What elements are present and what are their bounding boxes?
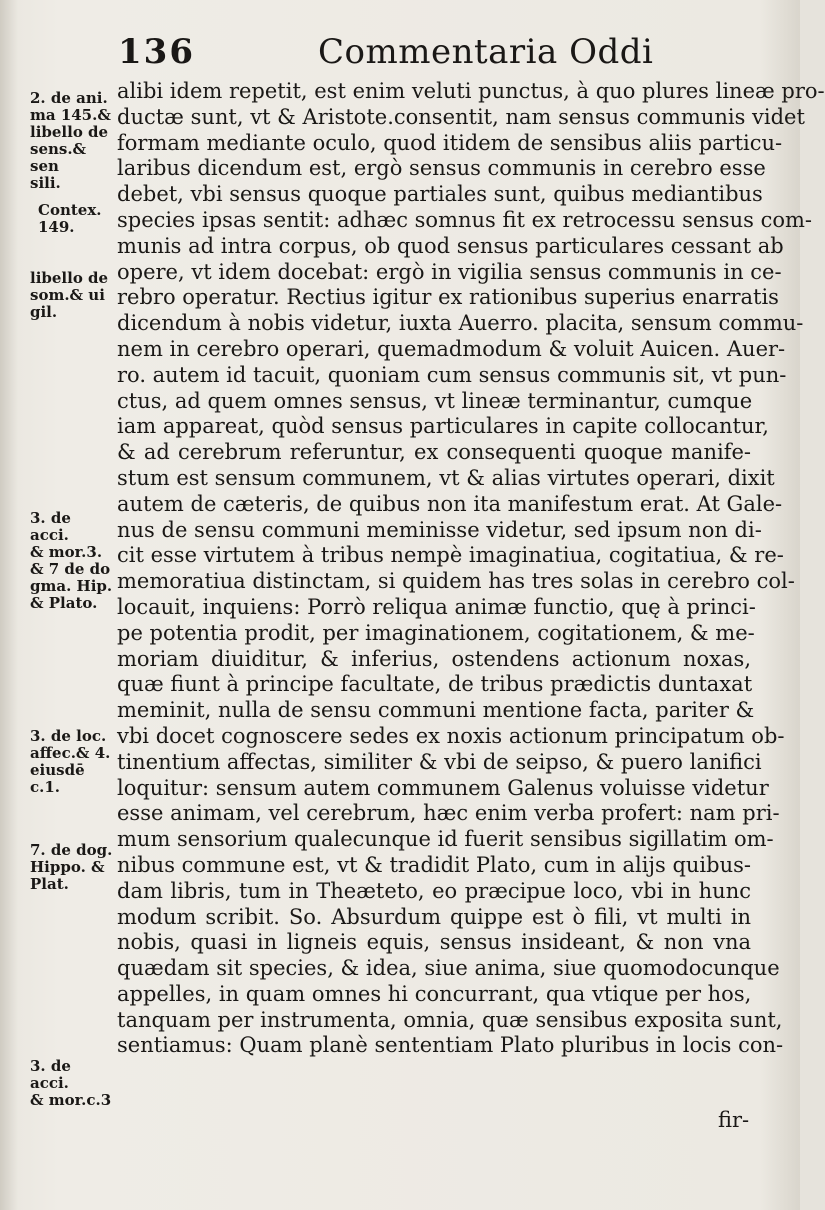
text-line: debet, vbi sensus quoque partiales sunt, quibus mediantibus bbox=[117, 182, 763, 207]
text-line: locauit, inquiens: Porrò reliqua animæ functio, quę à princi- bbox=[117, 594, 756, 619]
text-line: cit esse virtutem à tribus nempè imaginatiua, cogitatiua, & re- bbox=[117, 543, 784, 568]
margin-note: 2. de ani. ma 145.& libello de sens.& sen sili. bbox=[30, 89, 111, 192]
margin-notes bbox=[0, 0, 115, 1210]
margin-note: 3. de acci. & mor.3. & 7 de do gma. Hip. & Plato. bbox=[30, 509, 113, 612]
text-line: quædam sit species, & idea, siue anima, siue quomodocunque bbox=[117, 956, 780, 981]
text-line: & ad cerebrum referuntur, ex consequenti quoque manife- bbox=[117, 440, 751, 465]
text-line: autem de cæteris, de quibus non ita manifestum erat. At Gale- bbox=[117, 491, 783, 516]
text-line: moriam diuiditur, & inferius, ostendens actionum noxas, bbox=[117, 646, 751, 671]
text-line: nus de sensu communi meminisse videtur, sed ipsum non di- bbox=[117, 517, 762, 542]
text-line: dam libris, tum in Theæteto, eo præcipue loco, vbi in hunc bbox=[117, 878, 751, 903]
text-line: nobis, quasi in ligneis equis, sensus insideant, & non vna bbox=[117, 930, 751, 955]
text-line: nibus commune est, vt & tradidit Plato, cum in alijs quibus- bbox=[117, 852, 751, 877]
text-line: memoratiua distinctam, si quidem has tres solas in cerebro col- bbox=[117, 569, 795, 594]
margin-note: 3. de loc. affec.& 4. eiusdē c.1. bbox=[30, 727, 111, 796]
text-line: ctus, ad quem omnes sensus, vt lineæ terminantur, cumque bbox=[117, 388, 753, 413]
text-line: alibi idem repetit, est enim veluti punctus, à quo plures lineæ pro- bbox=[117, 79, 825, 103]
text-line: rebro operatur. Rectius igitur ex rationibus superius enarratis bbox=[117, 285, 779, 310]
margin-note: libello de som.& ui gil. bbox=[30, 269, 109, 321]
text-line: meminit, nulla de sensu communi mentione facta, pariter & bbox=[117, 698, 755, 723]
text-line: pe potentia prodit, per imaginationem, cogitationem, & me- bbox=[117, 620, 755, 645]
page-number: 136 bbox=[118, 32, 195, 72]
text-line: ro. autem id tacuit, quoniam cum sensus communis sit, vt pun- bbox=[117, 362, 787, 387]
text-line: ductæ sunt, vt & Aristote.consentit, nam sensus communis videt bbox=[117, 104, 805, 129]
text-line: munis ad intra corpus, ob quod sensus particulares cessant ab bbox=[117, 233, 784, 258]
text-line: nem in cerebro operari, quemadmodum & voluit Auicen. Auer- bbox=[117, 336, 786, 361]
running-head: Commentaria Oddi bbox=[318, 32, 654, 72]
catchword: fir- bbox=[718, 1108, 750, 1132]
text-line: tanquam per instrumenta, omnia, quæ sensibus exposita sunt, bbox=[117, 1007, 783, 1032]
text-line: formam mediante oculo, quod itidem de sensibus aliis particu- bbox=[117, 130, 783, 155]
text-line: species ipsas sentit: adhæc somnus fit ex retrocessu sensus com- bbox=[117, 207, 812, 232]
text-line: quæ fiunt à principe facultate, de tribus prædictis duntaxat bbox=[117, 672, 753, 697]
text-line: tinentium affectas, similiter & vbi de seipso, & puero lanifici bbox=[117, 749, 762, 774]
text-line: modum scribit. So. Absurdum quippe est ò fili, vt multi in bbox=[117, 904, 751, 929]
text-line: esse animam, vel cerebrum, hæc enim verba profert: nam pri- bbox=[117, 801, 780, 826]
text-line: laribus dicendum est, ergò sensus communis in cerebro esse bbox=[117, 156, 766, 181]
body-text bbox=[117, 79, 825, 1059]
text-line: vbi docet cognoscere sedes ex noxis actionum principatum ob- bbox=[117, 723, 785, 748]
page-header bbox=[0, 30, 800, 80]
text-line: sentiamus: Quam planè sententiam Plato pluribus in locis con- bbox=[117, 1033, 784, 1058]
margin-note: 7. de dog. Hippo. & Plat. bbox=[30, 841, 113, 893]
text-line: loquitur: sensum autem communem Galenus voluisse videtur bbox=[117, 775, 769, 800]
margin-note: Contex. 149. bbox=[38, 201, 102, 236]
margin-note: 3. de acci. & mor.c.3 bbox=[30, 1057, 112, 1109]
text-line: mum sensorium qualecunque id fuerit sensibus sigillatim om- bbox=[117, 827, 774, 852]
text-line: iam appareat, quòd sensus particulares in capite collocantur, bbox=[117, 414, 769, 439]
text-line: dicendum à nobis videtur, iuxta Auerro. placita, sensum commu- bbox=[117, 311, 804, 336]
text-line: stum est sensum communem, vt & alias virtutes operari, dixit bbox=[117, 465, 775, 490]
text-line: appelles, in quam omnes hi concurrant, qua vtique per hos, bbox=[117, 981, 752, 1006]
text-line: opere, vt idem docebat: ergò in vigilia sensus communis in ce- bbox=[117, 259, 782, 284]
